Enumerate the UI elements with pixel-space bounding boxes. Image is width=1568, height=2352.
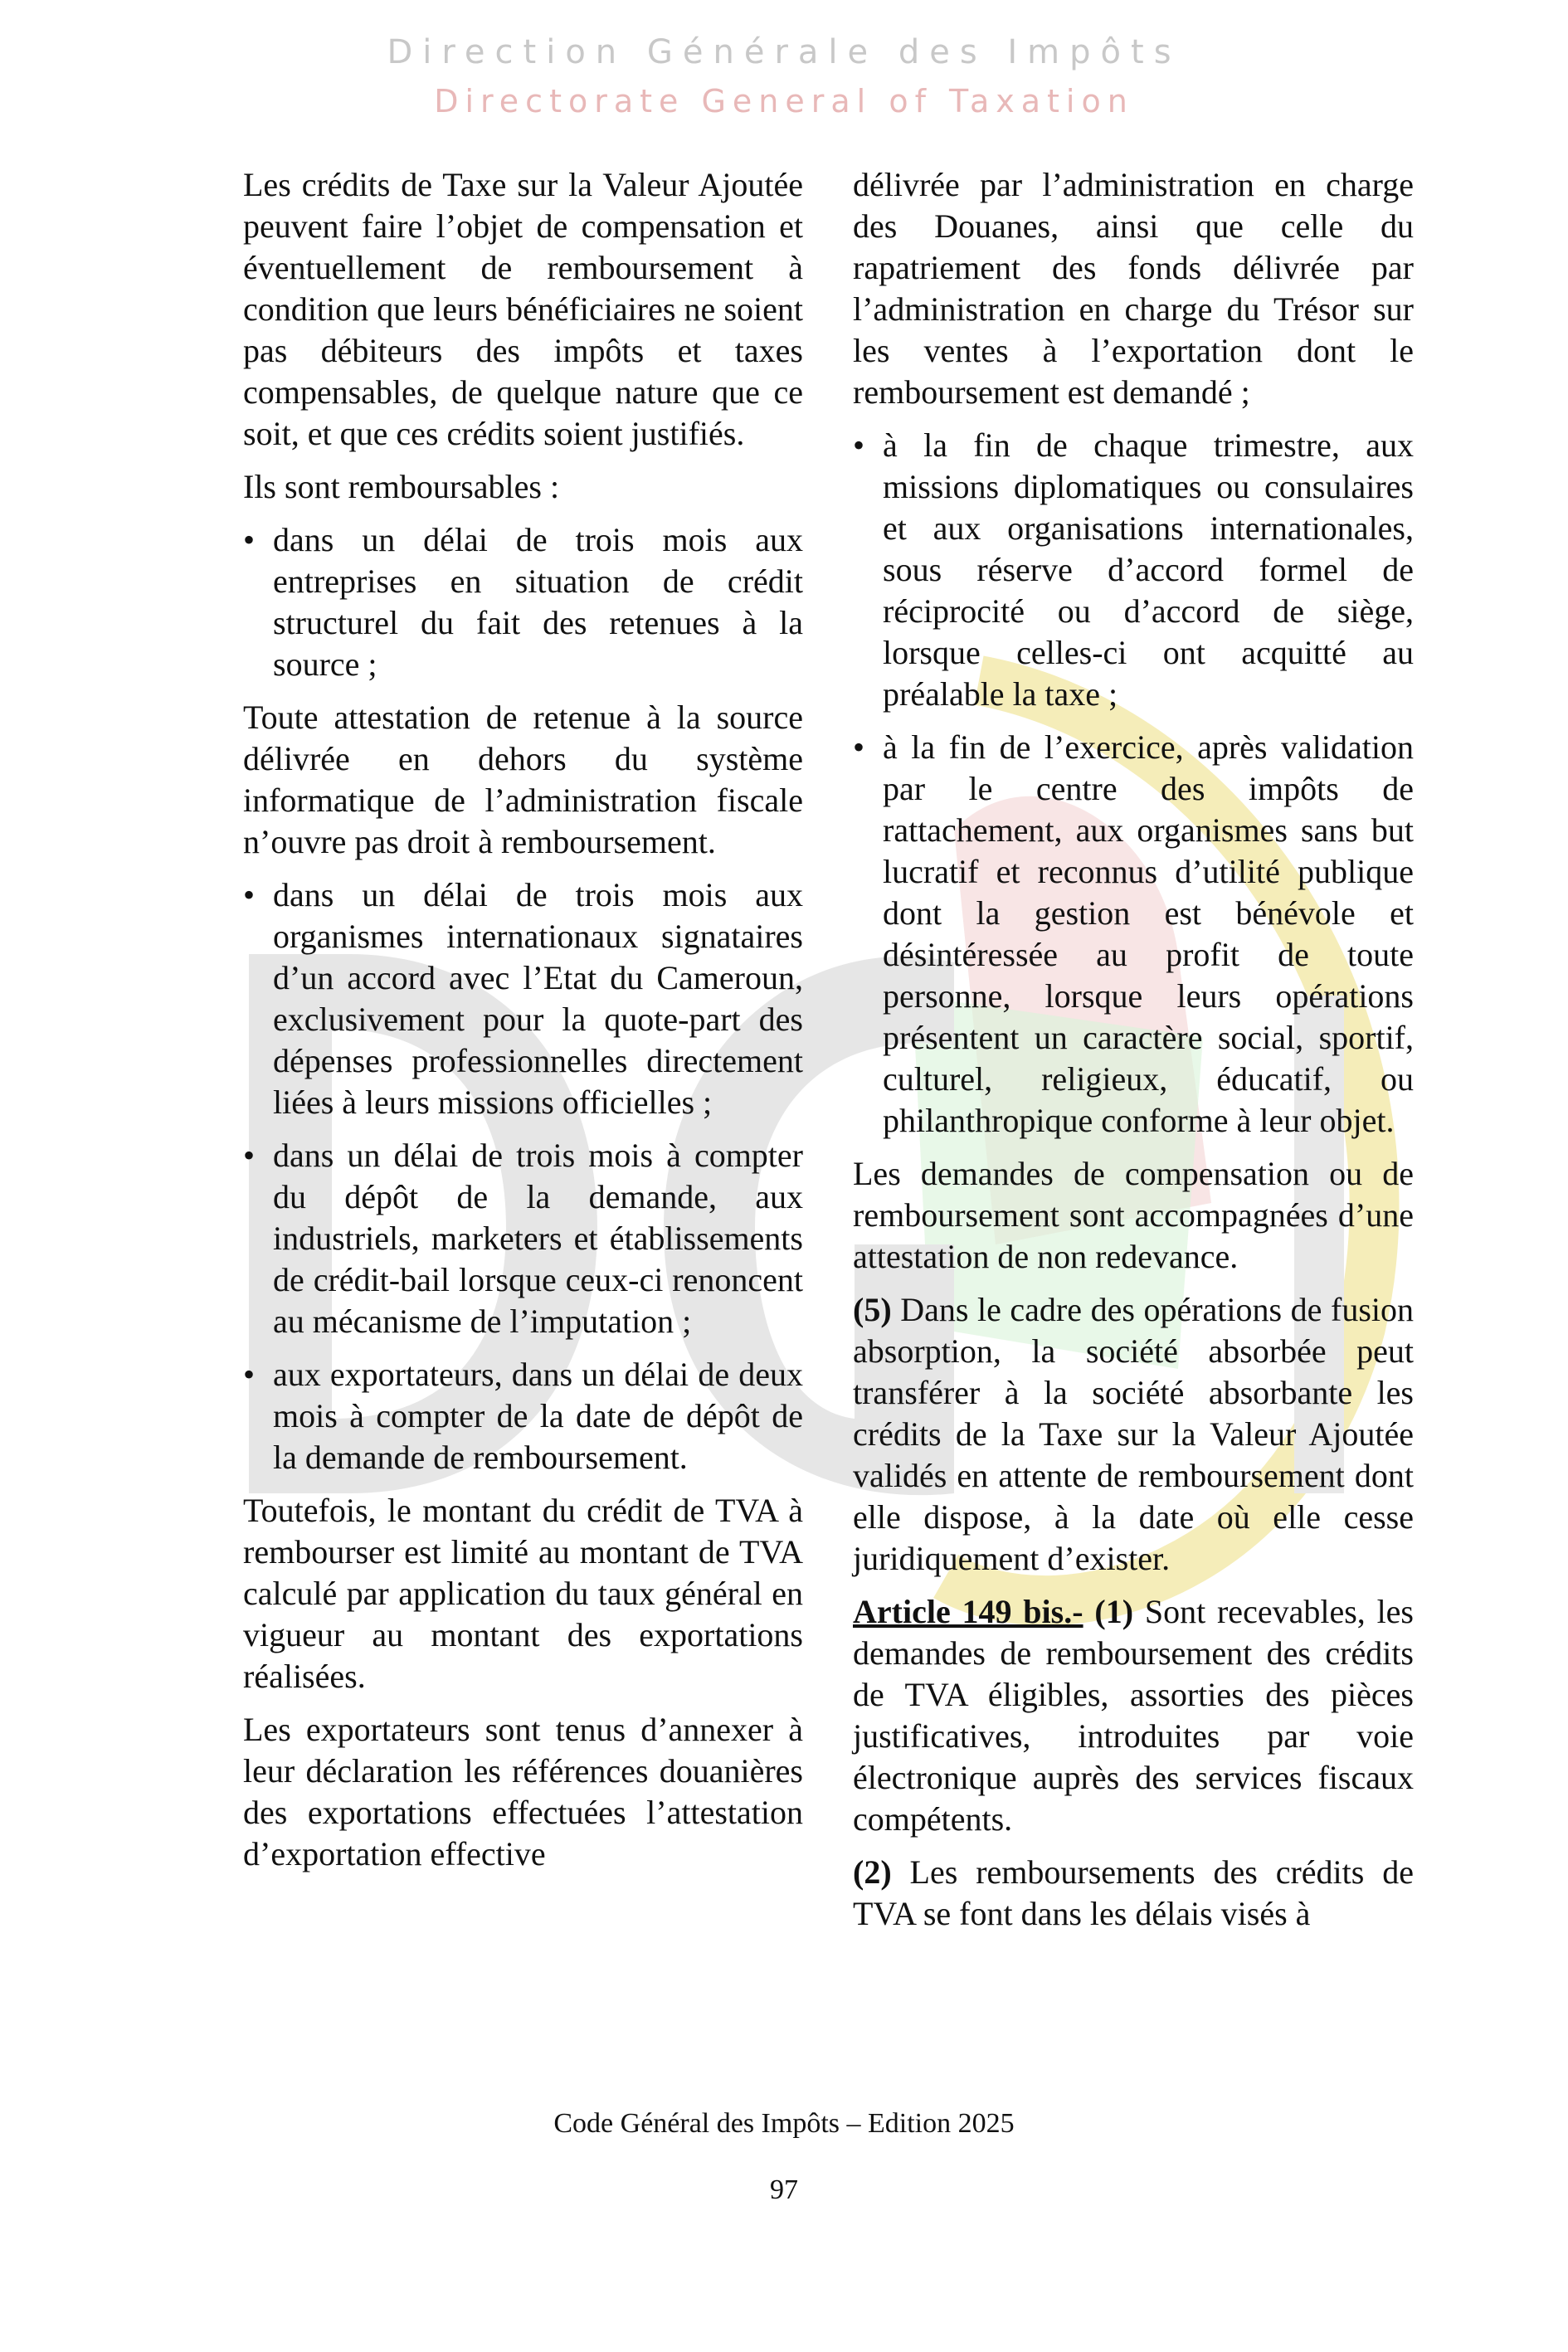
paragraph-number: (1) [1083, 1593, 1134, 1630]
right-column [853, 164, 1414, 1946]
paragraph-2 [853, 1852, 1414, 1935]
paragraph: Les exportateurs sont tenus d’annexer à leur déclaration les références douanières des exportations effectuées l’attestation d’exportation effective [243, 1711, 803, 1872]
paragraph-text: Sont recevables, les demandes de remboursement des crédits de TVA éligibles, assorties des pièces justificatives, introduites par voie électronique auprès des services fiscaux compétents. [853, 1593, 1415, 1838]
bullet-icon: • [243, 1137, 256, 1174]
bullet-text: dans un délai de trois mois aux entreprises en situation de crédit structurel du fait des retenues à la source ; [273, 521, 803, 683]
left-column [243, 164, 803, 1887]
paragraph: délivrée par l’administration en charge des Douanes, ainsi que celle du rapatriement des fonds délivrée par l’administration en charge du Trésor sur les ventes à l’exportation dont le remboursement est demandé ; [853, 166, 1414, 411]
bullet-icon: • [853, 728, 865, 766]
bullet-text: à la fin de l’exercice, après validation par le centre des impôts de rattachement, aux organismes sans but lucratif et reconnus d’utilité publique dont la gestion est bénévole et désintéressée au profit de toute personne, lorsque leurs opérations présentent un caractère social, sportif, culturel, religieux, éducatif, ou philanthropique conforme à leur objet. [883, 728, 1414, 1139]
bullet-icon: • [243, 521, 256, 558]
paragraph: Toutefois, le montant du crédit de TVA à rembourser est limité au montant de TVA calculé par application du taux général en vigueur au montant des exportations réalisées. [243, 1492, 803, 1695]
bullet-text: dans un délai de trois mois à compter du dépôt de la demande, aux industriels, marketers et établissements de crédit-bail lorsque ceux-ci renoncent au mécanisme de l’imputation ; [273, 1137, 803, 1340]
page-number: 97 [770, 2174, 798, 2205]
paragraph-number: (2) [853, 1853, 892, 1891]
bullet-icon: • [243, 1356, 256, 1393]
paragraph-5 [853, 1289, 1414, 1580]
bullet-icon: • [243, 876, 256, 913]
article-149-bis [853, 1591, 1414, 1840]
paragraph: Ils sont remboursables : [243, 468, 560, 505]
watermark-text-fr: Direction Générale des Impôts [387, 33, 1181, 71]
bullet-text: aux exportateurs, dans un délai de deux mois à compter de la date de dépôt de la demande de remboursement. [273, 1356, 803, 1476]
paragraph: Les demandes de compensation ou de remboursement sont accompagnées d’une attestation de non redevance. [853, 1155, 1414, 1275]
bullet-item [243, 1135, 803, 1342]
watermark-text-en: Directorate General of Taxation [434, 83, 1134, 119]
bullet-text: à la fin de chaque trimestre, aux missions diplomatiques ou consulaires et aux organisations internationales, sous réserve d’accord formel de réciprocité ou d’accord de siège, lorsque celles-ci ont acquitté au préalable la taxe ; [883, 426, 1414, 713]
paragraph-number: (5) [853, 1291, 892, 1328]
paragraph: Les crédits de Taxe sur la Valeur Ajoutée peuvent faire l’objet de compensation et éventuellement de remboursement à condition que leurs bénéficiaires ne soient pas débiteurs des impôts et taxes compensables, de quelque nature que ce soit, et que ces crédits soient justifiés. [243, 166, 803, 452]
bullet-icon: • [853, 426, 865, 464]
page-footer: Code Général des Impôts – Edition 2025 [553, 2108, 1015, 2139]
bullet-item [243, 519, 803, 685]
bullet-item [243, 1354, 803, 1478]
paragraph: Toute attestation de retenue à la source délivrée en dehors du système informatique de l’administration fiscale n’ouvre pas droit à remboursement. [243, 699, 803, 860]
bullet-item [243, 874, 803, 1123]
bullet-item [853, 727, 1414, 1142]
paragraph-text: Dans le cadre des opérations de fusion absorption, la société absorbée peut transférer à la société absorbante les crédits de la Taxe sur la Valeur Ajoutée validés en attente de remboursement dont elle dispose, à la date où elle cesse juridiquement d’exister. [853, 1291, 1414, 1577]
bullet-item [853, 425, 1414, 715]
paragraph-text: Les remboursements des crédits de TVA se font dans les délais visés à [853, 1853, 1414, 1932]
bullet-text: dans un délai de trois mois aux organismes internationaux signataires d’un accord avec l’Etat du Cameroun, exclusivement pour la quote-part des dépenses professionnelles directement liées à leurs missions officielles ; [273, 876, 803, 1121]
article-title: Article 149 bis.- [853, 1593, 1083, 1630]
